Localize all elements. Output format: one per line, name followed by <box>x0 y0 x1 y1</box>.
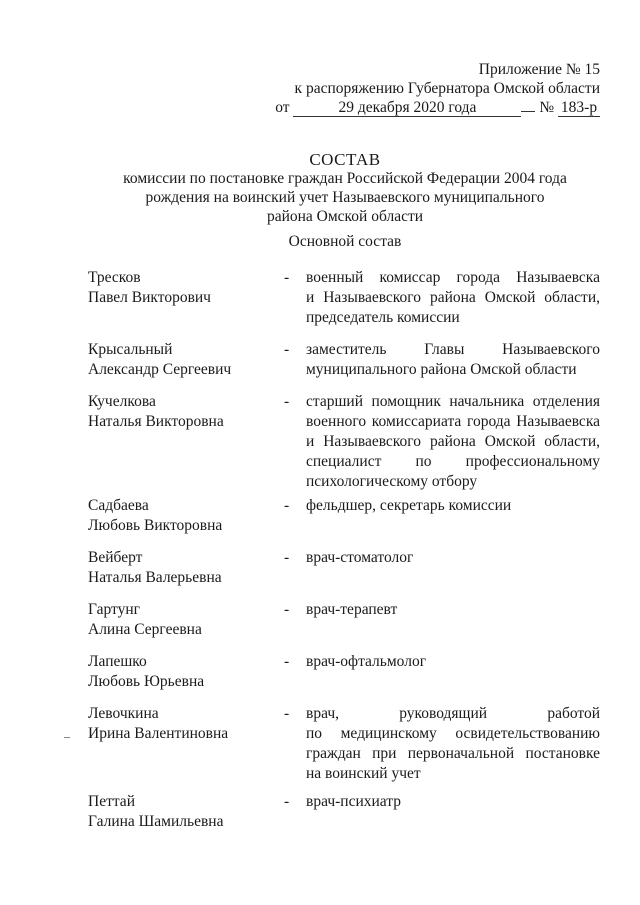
member-given-names: Любовь Викторовна <box>88 517 223 534</box>
member-role <box>306 268 600 328</box>
title-line-2: рождения на воинский учет Называевского муниципального <box>145 189 545 206</box>
member-name <box>88 340 278 380</box>
member-dash: - <box>284 393 290 410</box>
role-line: на воинский учет <box>306 765 421 782</box>
member-dash: - <box>284 549 290 566</box>
margin-tick <box>64 737 70 738</box>
document-title <box>90 150 600 226</box>
role-line: муниципального района Омской области <box>306 361 577 378</box>
member-role <box>306 652 600 672</box>
appendix-date-line <box>275 98 600 117</box>
member-surname: Лапешко <box>88 653 147 670</box>
member-name <box>88 600 278 640</box>
role-line: старший помощник начальника отделения <box>306 393 600 410</box>
member-given-names: Наталья Валерьевна <box>88 569 222 586</box>
member-role <box>306 392 600 492</box>
role-line: и Называевского района Омской области, <box>306 433 600 450</box>
member-given-names: Наталья Викторовна <box>88 413 224 430</box>
member-surname: Левочкина <box>88 705 159 722</box>
role-line: председатель комиссии <box>306 309 460 326</box>
appendix-order-number: 183-р <box>558 100 600 117</box>
member-surname: Тресков <box>88 269 141 286</box>
role-line: и Называевского района Омской области, <box>306 289 600 306</box>
member-dash: - <box>284 793 290 810</box>
member-surname: Гартунг <box>88 601 140 618</box>
member-name <box>88 548 278 588</box>
role-line: граждан при первоначальной постановке <box>306 745 600 762</box>
role-line: по медицинскому освидетельствованию <box>306 725 600 742</box>
role-line: заместитель Главы Называевского <box>306 341 600 358</box>
member-dash: - <box>284 497 290 514</box>
appendix-number: Приложение № 15 <box>478 61 600 78</box>
role-line: врач-офтальмолог <box>306 653 427 670</box>
role-line: военного комиссариата города Называевска <box>306 413 600 430</box>
member-dash: - <box>284 653 290 670</box>
title-line-3: района Омской области <box>266 208 424 225</box>
member-given-names: Павел Викторович <box>88 289 211 306</box>
appendix-header <box>275 60 600 117</box>
title-line-1: комиссии по постановке граждан Российской Федерации 2004 года <box>123 170 567 187</box>
member-role <box>306 704 600 784</box>
member-surname: Кучелкова <box>88 393 156 410</box>
title-heading: СОСТАВ <box>309 150 381 169</box>
member-dash: - <box>284 341 290 358</box>
member-name <box>88 268 278 308</box>
role-line: психологическому отбору <box>306 473 478 490</box>
member-given-names: Любовь Юрьевна <box>88 673 205 690</box>
member-given-names: Алина Сергеевна <box>88 621 202 638</box>
section-subtitle: Основной состав <box>288 233 402 250</box>
member-given-names: Александр Сергеевич <box>88 361 232 378</box>
appendix-reference: к распоряжению Губернатора Омской области <box>294 80 600 97</box>
appendix-date: 29 декабря 2020 года <box>293 100 521 117</box>
member-name <box>88 496 278 536</box>
member-dash: - <box>284 601 290 618</box>
role-line: специалист по профессиональному <box>306 453 600 470</box>
member-surname: Вейберт <box>88 549 143 566</box>
member-role <box>306 792 600 812</box>
member-role <box>306 548 600 568</box>
member-given-names: Ирина Валентиновна <box>88 725 229 742</box>
role-line: врач-стоматолог <box>306 549 414 566</box>
member-role <box>306 600 600 620</box>
member-name <box>88 392 278 432</box>
member-dash: - <box>284 269 290 286</box>
appendix-from-label: от <box>275 99 290 116</box>
role-line: врач-терапевт <box>306 601 398 618</box>
member-role <box>306 340 600 380</box>
role-line: фельдшер, секретарь комиссии <box>306 497 512 514</box>
member-surname: Петтай <box>88 793 135 810</box>
member-dash: - <box>284 705 290 722</box>
member-given-names: Галина Шамильевна <box>88 813 224 830</box>
role-line: военный комиссар города Называевска <box>306 269 600 286</box>
member-surname: Садбаева <box>88 497 149 514</box>
role-line: врач-психиатр <box>306 793 401 810</box>
appendix-blank <box>521 111 535 112</box>
member-name <box>88 652 278 692</box>
member-role <box>306 496 600 516</box>
appendix-number-sign: № <box>539 99 555 116</box>
member-surname: Крысальный <box>88 341 173 358</box>
member-name <box>88 792 278 832</box>
member-name <box>88 704 278 744</box>
role-line: врач, руководящий работой <box>306 705 600 722</box>
